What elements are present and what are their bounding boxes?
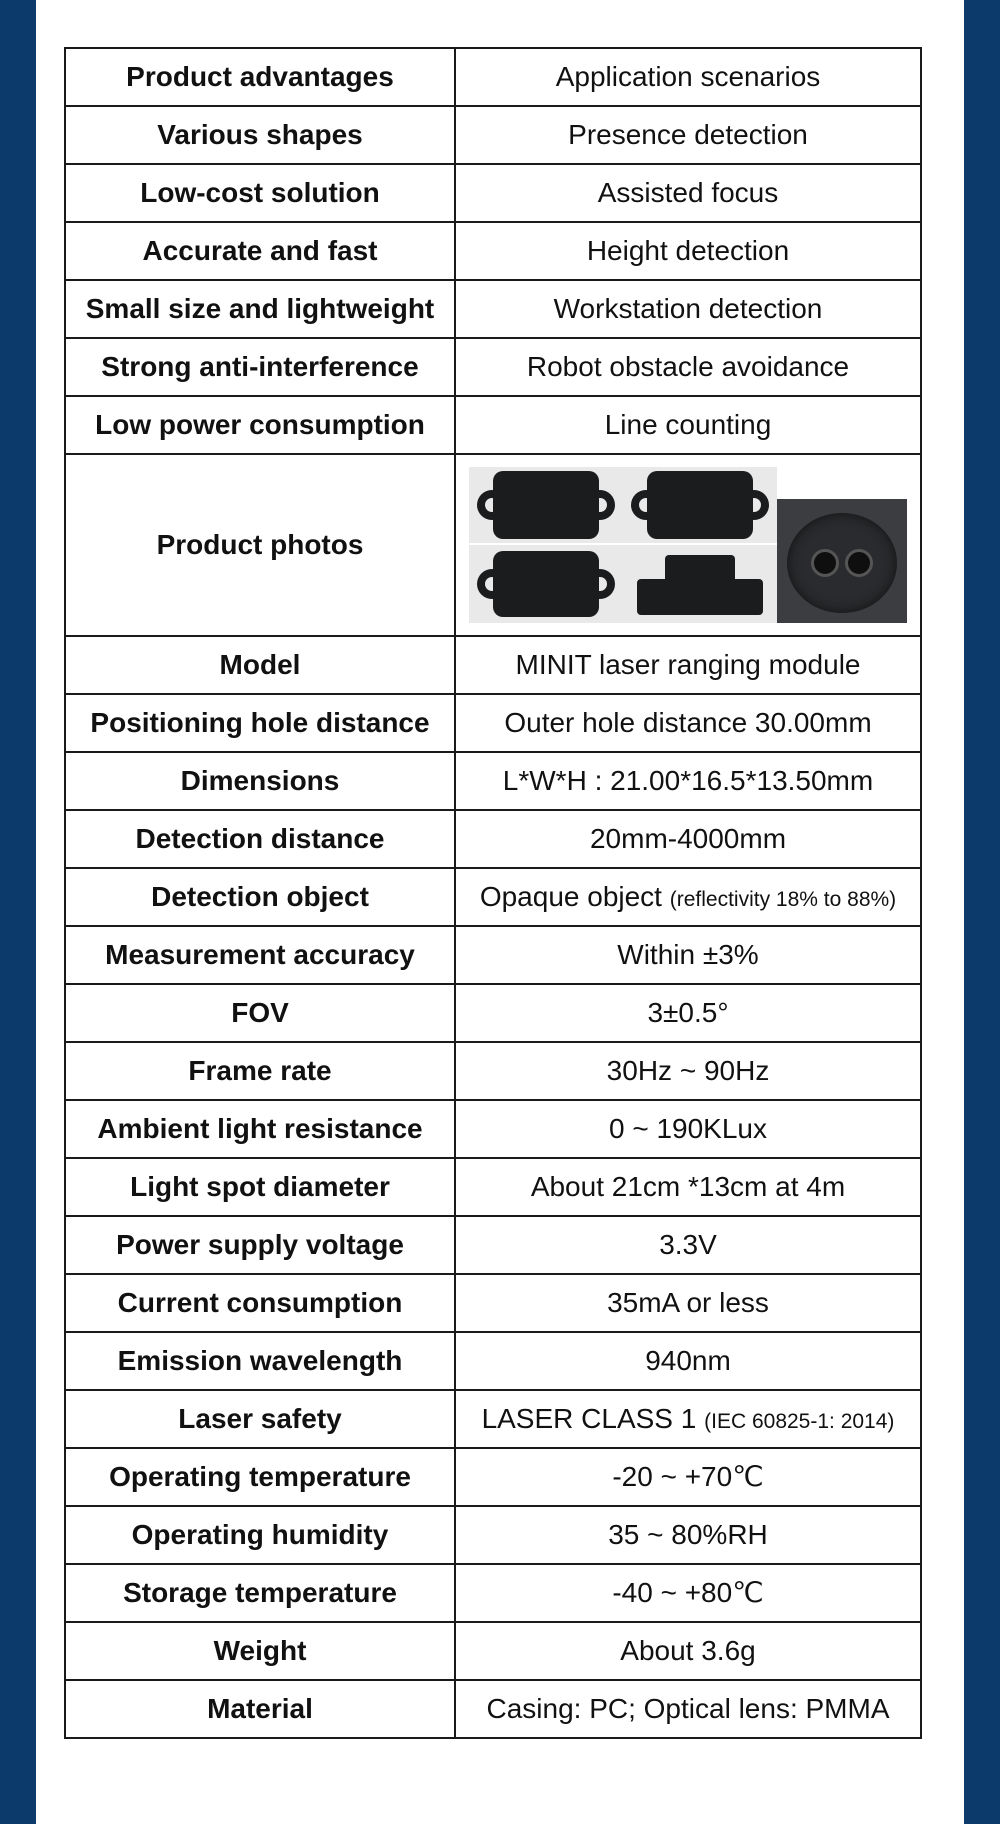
spec-label: Light spot diameter — [65, 1158, 455, 1216]
table-row — [65, 222, 921, 280]
table-row — [65, 1042, 921, 1100]
table-row — [65, 338, 921, 396]
table-row — [65, 1506, 921, 1564]
module-lens-photo — [777, 499, 907, 623]
spec-value: 35mA or less — [455, 1274, 921, 1332]
header-scenarios: Application scenarios — [455, 48, 921, 106]
spec-label: Frame rate — [65, 1042, 455, 1100]
table-row — [65, 280, 921, 338]
table-row — [65, 1274, 921, 1332]
product-photos — [469, 467, 907, 623]
module-side-photo — [469, 545, 623, 623]
table-row — [65, 1564, 921, 1622]
table-row — [65, 164, 921, 222]
module-body — [493, 551, 599, 617]
spec-label: Dimensions — [65, 752, 455, 810]
spec-value: Outer hole distance 30.00mm — [455, 694, 921, 752]
spec-label: FOV — [65, 984, 455, 1042]
table-row — [65, 396, 921, 454]
spec-value: -40 ~ +80℃ — [455, 1564, 921, 1622]
spec-value: -20 ~ +70℃ — [455, 1448, 921, 1506]
photos-cell — [455, 454, 921, 636]
spec-label: Operating temperature — [65, 1448, 455, 1506]
spec-value: L*W*H : 21.00*16.5*13.50mm — [455, 752, 921, 810]
module-body — [647, 471, 753, 539]
table-row — [65, 1390, 921, 1448]
table-row — [65, 984, 921, 1042]
spec-value-main: LASER CLASS 1 — [481, 1402, 697, 1434]
spec-value: 3.3V — [455, 1216, 921, 1274]
spec-label: Material — [65, 1680, 455, 1738]
lens-housing-icon — [787, 513, 897, 613]
spec-value: 35 ~ 80%RH — [455, 1506, 921, 1564]
scenario-cell: Workstation detection — [455, 280, 921, 338]
module-connector-photo — [623, 545, 777, 623]
spec-value: MINIT laser ranging module — [455, 636, 921, 694]
spec-value-note: (IEC 60825-1: 2014) — [704, 1409, 895, 1433]
spec-label: Detection object — [65, 868, 455, 926]
table-row — [65, 1216, 921, 1274]
spec-value-main: Opaque object — [479, 880, 662, 912]
spec-table — [64, 47, 922, 1739]
spec-label: Weight — [65, 1622, 455, 1680]
advantage-cell: Accurate and fast — [65, 222, 455, 280]
photo-row — [65, 454, 921, 636]
spec-value: 30Hz ~ 90Hz — [455, 1042, 921, 1100]
advantage-cell: Low-cost solution — [65, 164, 455, 222]
advantage-cell: Strong anti-interference — [65, 338, 455, 396]
photos-label: Product photos — [65, 454, 455, 636]
advantage-cell: Low power consumption — [65, 396, 455, 454]
spec-label: Power supply voltage — [65, 1216, 455, 1274]
spec-label: Operating humidity — [65, 1506, 455, 1564]
spec-label: Model — [65, 636, 455, 694]
spec-value: Casing: PC; Optical lens: PMMA — [455, 1680, 921, 1738]
spec-value-note: (reflectivity 18% to 88%) — [669, 887, 897, 911]
spec-label: Detection distance — [65, 810, 455, 868]
spec-label: Measurement accuracy — [65, 926, 455, 984]
spec-value: Within ±3% — [455, 926, 921, 984]
scenario-cell: Robot obstacle avoidance — [455, 338, 921, 396]
table-row — [65, 1680, 921, 1738]
table-row — [65, 926, 921, 984]
spec-label: Emission wavelength — [65, 1332, 455, 1390]
advantage-cell: Small size and lightweight — [65, 280, 455, 338]
scenario-cell: Line counting — [455, 396, 921, 454]
table-row — [65, 636, 921, 694]
scenario-cell: Assisted focus — [455, 164, 921, 222]
table-row — [65, 752, 921, 810]
table-row — [65, 1448, 921, 1506]
module-body — [493, 471, 599, 539]
table-row — [65, 694, 921, 752]
spec-value: About 3.6g — [455, 1622, 921, 1680]
table-row — [65, 1622, 921, 1680]
table-row — [65, 1158, 921, 1216]
spec-label: Ambient light resistance — [65, 1100, 455, 1158]
spec-label: Laser safety — [65, 1390, 455, 1448]
table-row — [65, 1100, 921, 1158]
table-row — [65, 868, 921, 926]
header-advantages: Product advantages — [65, 48, 455, 106]
spec-value: 3±0.5° — [455, 984, 921, 1042]
module-back-photo — [623, 467, 777, 543]
lens-icon — [845, 549, 873, 577]
table-row — [65, 1332, 921, 1390]
spec-value — [455, 1390, 921, 1448]
scenario-cell: Height detection — [455, 222, 921, 280]
table-row — [65, 106, 921, 164]
connector-icon — [665, 555, 735, 595]
table-header-row — [65, 48, 921, 106]
spec-label: Storage temperature — [65, 1564, 455, 1622]
advantage-cell: Various shapes — [65, 106, 455, 164]
spec-label: Current consumption — [65, 1274, 455, 1332]
spec-label: Positioning hole distance — [65, 694, 455, 752]
spec-value: 0 ~ 190KLux — [455, 1100, 921, 1158]
spec-value: About 21cm *13cm at 4m — [455, 1158, 921, 1216]
spec-value — [455, 868, 921, 926]
table-row — [65, 810, 921, 868]
lens-icon — [811, 549, 839, 577]
module-front-photo — [469, 467, 623, 543]
scenario-cell: Presence detection — [455, 106, 921, 164]
spec-value: 20mm-4000mm — [455, 810, 921, 868]
spec-value: 940nm — [455, 1332, 921, 1390]
